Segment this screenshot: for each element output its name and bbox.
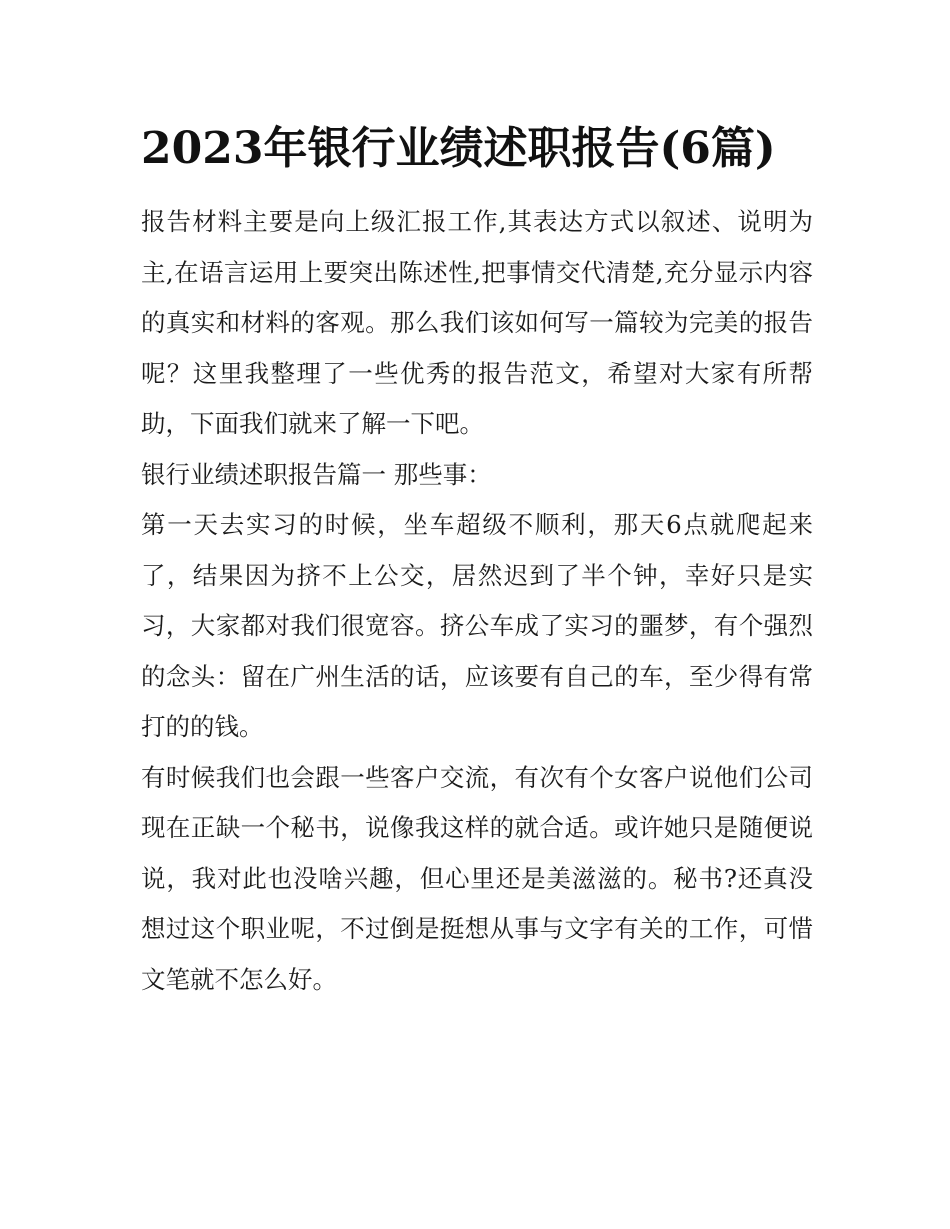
intro-paragraph: 报告材料主要是向上级汇报工作,其表达方式以叙述、说明为主,在语言运用上要突出陈述性,把事情交代清楚,充分显示内容的真实和材料的客观。那么我们该如何写一篇较为完美的报告呢？这里我整理了一些优秀的报告范文，希望对大家有所帮助，下面我们就来了解一下吧。 xyxy=(141,207,813,438)
document-body xyxy=(141,197,813,1005)
document-page xyxy=(141,118,813,1005)
document-title: 2023年银行业绩述职报告(6篇) xyxy=(141,123,776,174)
section-heading: 银行业绩述职报告篇一 那些事： xyxy=(141,459,492,489)
body-paragraph: 第一天去实习的时候，坐车超级不顺利，那天6点就爬起来了，结果因为挤不上公交，居然迟到了半个钟，幸好只是实习，大家都对我们很宽容。挤公车成了实习的噩梦，有个强烈的念头：留在广州生活的话，应该要有自己的车，至少得有常打的的钱。 xyxy=(141,510,813,741)
body-paragraph: 有时候我们也会跟一些客户交流，有次有个女客户说他们公司现在正缺一个秘书，说像我这样的就合适。或许她只是随便说说，我对此也没啥兴趣，但心里还是美滋滋的。秘书?还真没想过这个职业呢，不过倒是挺想从事与文字有关的工作，可惜文笔就不怎么好。 xyxy=(141,762,813,994)
